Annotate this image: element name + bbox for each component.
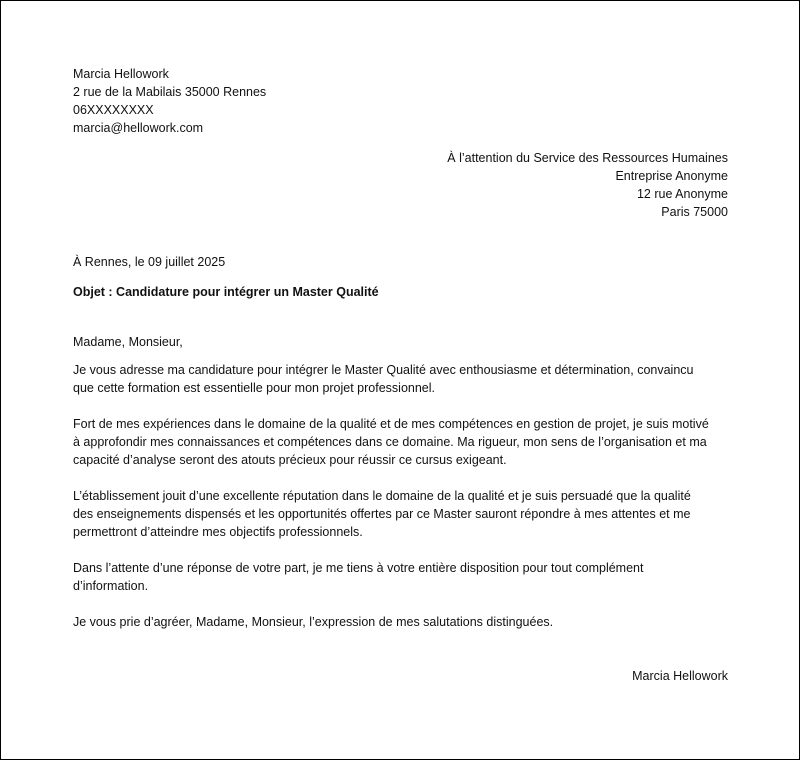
sender-address: 2 rue de la Mabilais 35000 Rennes	[73, 85, 267, 99]
paragraph-line: Dans l’attente d’une réponse de votre part, je me tiens à votre entière disposition pour tout complément	[73, 561, 644, 575]
signature: Marcia Hellowork	[632, 669, 728, 683]
recipient-city: Paris 75000	[661, 205, 728, 219]
paragraph-1	[73, 361, 728, 397]
recipient-block	[73, 149, 728, 221]
paragraph-line: Fort de mes expériences dans le domaine de la qualité et de mes compétences en gestion de projet, je suis motivé	[73, 417, 709, 431]
recipient-company: Entreprise Anonyme	[615, 169, 728, 183]
paragraph-line: à approfondir mes connaissances et compétences dans ce domaine. Ma rigueur, mon sens de l’organisation et ma	[73, 435, 707, 449]
paragraph-line: capacité d’analyse seront des atouts précieux pour réussir ce cursus exigeant.	[73, 453, 507, 467]
recipient-street: 12 rue Anonyme	[636, 187, 728, 201]
paragraph-3	[73, 487, 728, 541]
letter-content	[73, 65, 728, 685]
sender-phone: 06XXXXXXXX	[73, 103, 154, 117]
sender-email: marcia@hellowork.com	[73, 121, 204, 135]
paragraph-line: L’établissement jouit d’une excellente réputation dans le domaine de la qualité et je suis persuadé que la qualité	[73, 489, 691, 503]
paragraph-2	[73, 415, 728, 469]
subject-line: Objet : Candidature pour intégrer un Master Qualité	[73, 285, 379, 299]
sender-block	[73, 65, 728, 137]
paragraph-line: permettront d’atteindre mes objectifs professionnels.	[73, 525, 363, 539]
paragraph-line: Je vous adresse ma candidature pour intégrer le Master Qualité avec enthousiasme et détermination, convaincu	[73, 363, 694, 377]
sender-name: Marcia Hellowork	[73, 67, 169, 81]
paragraph-line: que cette formation est essentielle pour mon projet professionnel.	[73, 381, 436, 395]
recipient-attention: À l’attention du Service des Ressources Humaines	[447, 151, 728, 165]
paragraph-4	[73, 559, 728, 595]
paragraph-line: Je vous prie d’agréer, Madame, Monsieur, l’expression de mes salutations distinguées.	[73, 615, 554, 629]
paragraph-line: d’information.	[73, 579, 149, 593]
date-line: À Rennes, le 09 juillet 2025	[73, 255, 226, 269]
paragraph-5	[73, 613, 728, 631]
paragraph-line: des enseignements dispensés et les opportunités offertes par ce Master sauront répondre à mes attentes et me	[73, 507, 691, 521]
greeting: Madame, Monsieur,	[73, 335, 183, 349]
